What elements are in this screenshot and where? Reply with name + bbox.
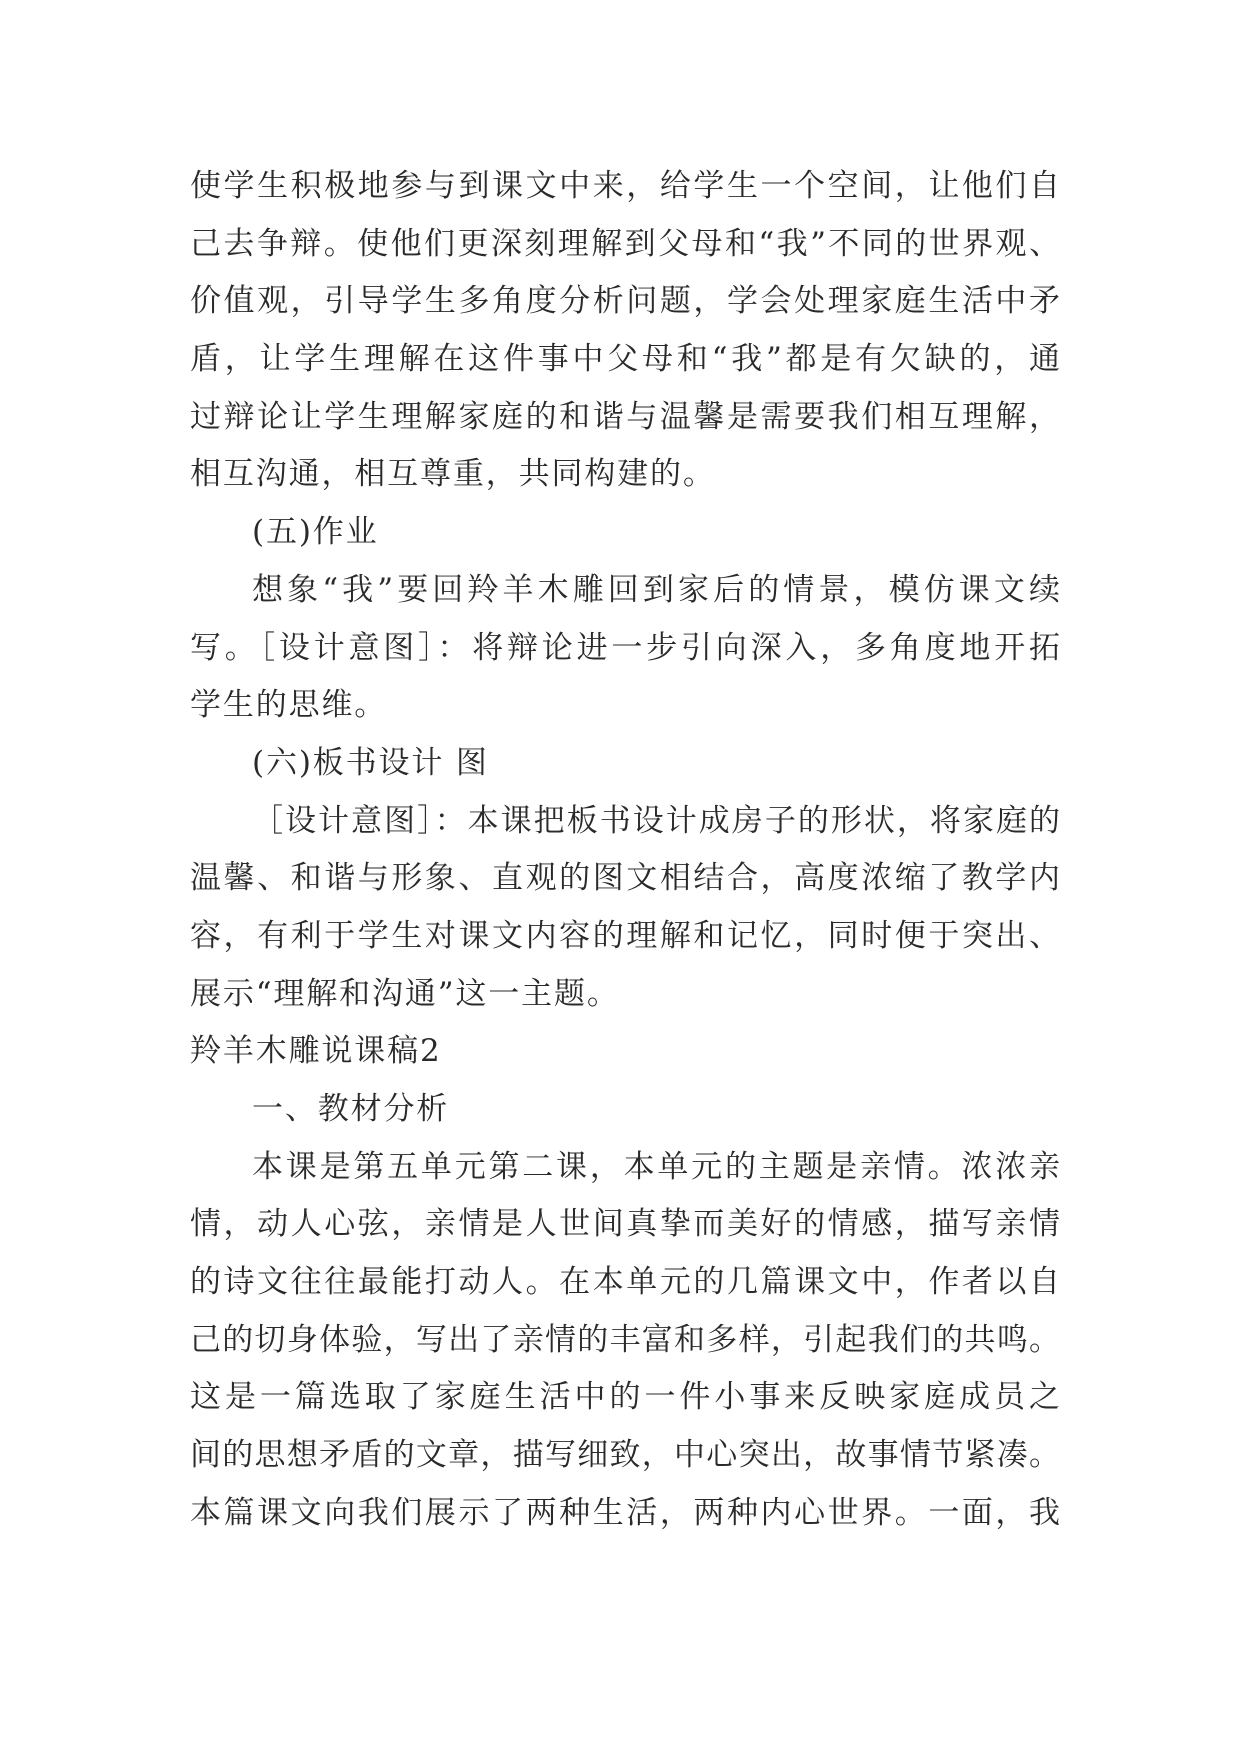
section-heading: (五)作业 xyxy=(252,514,379,551)
text-line: 己去争辩。使他们更深刻理解到父母和“我”不同的世界观、 xyxy=(190,225,1060,262)
text-line: 己的切身体验，写出了亲情的丰富和多样，引起我们的共鸣。 xyxy=(190,1321,1060,1358)
section-heading: 一、教材分析 xyxy=(252,1091,450,1127)
text-line: 盾，让学生理解在这件事中父母和“我”都是有欠缺的，通 xyxy=(190,341,1060,378)
text-line: 温馨、和谐与形象、直观的图文相结合，高度浓缩了教学内 xyxy=(190,860,1060,897)
text-line: 本课是第五单元第二课，本单元的主题是亲情。浓浓亲 xyxy=(252,1148,1060,1185)
text-line: 相互沟通，相互尊重，共同构建的。 xyxy=(190,456,716,493)
text-line: 情，动人心弦，亲情是人世间真挚而美好的情感，描写亲情 xyxy=(190,1206,1060,1243)
text-line: 这是一篇选取了家庭生活中的一件小事来反映家庭成员之 xyxy=(190,1379,1060,1416)
text-line: 过辩论让学生理解家庭的和谐与温馨是需要我们相互理解， xyxy=(190,398,1060,435)
text-line: 学生的思维。 xyxy=(190,687,388,724)
text-line: 价值观，引导学生多角度分析问题，学会处理家庭生活中矛 xyxy=(190,283,1060,320)
text-line: 容，有利于学生对课文内容的理解和记忆，同时便于突出、 xyxy=(190,917,1060,954)
body-text xyxy=(190,158,1060,1543)
text-line: 想象“我”要回羚羊木雕回到家后的情景，模仿课文续 xyxy=(252,571,1060,608)
text-line: 本篇课文向我们展示了两种生活，两种内心世界。一面，我 xyxy=(190,1494,1060,1531)
text-line: 展示“理解和沟通”这一主题。 xyxy=(190,975,620,1012)
text-line: 的诗文往往最能打动人。在本单元的几篇课文中，作者以自 xyxy=(190,1264,1060,1301)
text-line: 间的思想矛盾的文章，描写细致，中心突出，故事情节紧凑。 xyxy=(190,1437,1060,1474)
text-line: 写。［设计意图］：将辩论进一步引向深入，多角度地开拓 xyxy=(190,629,1060,666)
section-heading: (六)板书设计 图 xyxy=(252,744,489,781)
text-line: 使学生积极地参与到课文中来，给学生一个空间，让他们自 xyxy=(190,168,1060,204)
text-line: ［设计意图］：本课把板书设计成房子的形状，将家庭的 xyxy=(252,802,1060,839)
document-title: 羚羊木雕说课稿2 xyxy=(190,1033,442,1070)
